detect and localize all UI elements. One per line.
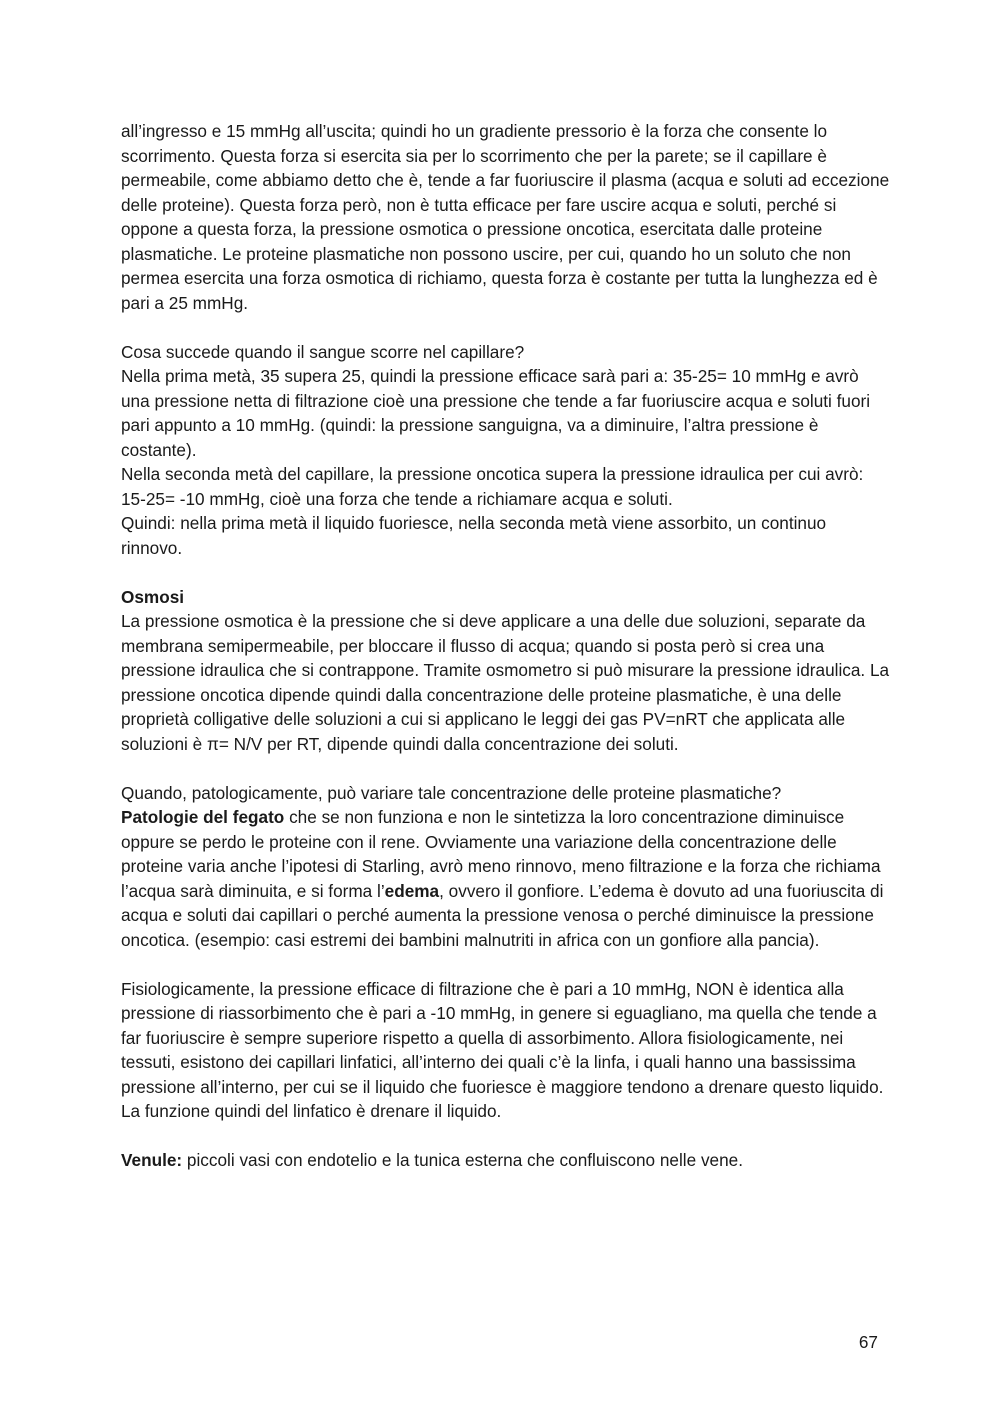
paragraph-conclusion: Quindi: nella prima metà il liquido fuoriesce, nella seconda metà viene assorbito, un continuo rinnovo.: [121, 513, 827, 558]
paragraph-spacer: [121, 1124, 891, 1149]
bold-liver-pathology: Patologie del fegato: [121, 807, 285, 827]
paragraph-first-half: Nella prima metà, 35 supera 25, quindi la pressione efficace sarà pari a: 35-25= 10 mmHg e avrò una pressione netta di filtrazione cioè una pressione che tende a far fuoriuscire acqua e soluti fuori pari appunto a 10 mmHg. (quindi: la pressione sanguigna, va a diminuire, l’altra pressione è costante).: [121, 366, 871, 460]
paragraph-blood-flow-question: Cosa succede quando il sangue scorre nel capillare?: [121, 341, 525, 362]
liver-text-b: , ovvero il gonfiore. L’edema è dovuto ad una fuoriuscita di acqua e soluti dai capillari o perché aumenta la pressione venosa o perché diminuisce la pressione oncotica. (esempio: casi estremi dei bambini malnutriti in africa con un gonfiore alla pancia).: [121, 880, 884, 950]
paragraph-spacer: [121, 560, 891, 585]
liver-text-a: che se non funziona e non le sintetizza la loro concentrazione diminuisce oppure se perdo le proteine con il rene. Ovviamente una variazione della concentrazione delle proteine varia anche l’ipotesi di Starling, avrò meno rinnovo, meno filtrazione e la forza che richiama l’acqua sarà diminuita, e si forma l’: [121, 807, 881, 901]
bold-venule: Venule:: [121, 1150, 183, 1170]
paragraph-osmosi: La pressione osmotica è la pressione che si deve applicare a una delle due soluzioni, separate da membrana semipermeabile, per bloccare il flusso di acqua; quando si posta però si crea una pressione idraulica che si contrappone. Tramite osmometro si può misurare la pressione idraulica. La pressione oncotica dipende quindi dalla concentrazione delle proteine plasmatiche, è una delle proprietà colligative delle soluzioni a cui si applicano le leggi dei gas PV=nRT che applicata alle soluzioni è π= N/V per RT, dipende quindi dalla concentrazione dei soluti.: [121, 611, 890, 754]
paragraph-venule: [121, 1148, 891, 1173]
paragraph-spacer: [121, 756, 891, 781]
document-body: [121, 119, 891, 1173]
page-number: 67: [858, 1332, 878, 1352]
paragraph-pathology-question: Quando, patologicamente, può variare tale concentrazione delle proteine plasmatiche?: [121, 782, 782, 803]
paragraph-spacer: [121, 952, 891, 977]
paragraph-spacer: [121, 315, 891, 340]
paragraph-second-half: Nella seconda metà del capillare, la pressione oncotica supera la pressione idraulica per cui avrò: 15-25= -10 mmHg, cioè una forza che tende a richiamare acqua e soluti.: [121, 464, 864, 509]
paragraph-physiology: Fisiologicamente, la pressione efficace di filtrazione che è pari a 10 mmHg, NON è identica alla pressione di riassorbimento che è pari a -10 mmHg, in genere si eguagliano, ma quella che tende a far fuoriuscire è sempre superiore rispetto a quella di assorbimento. Allora fisiologicamente, nei tessuti, esistono dei capillari linfatici, all’interno dei quali c’è la linfa, i quali hanno una bassissima pressione all’interno, per cui se il liquido che fuoriesce è maggiore tendono a drenare questo liquido. La funzione quindi del linfatico è drenare il liquido.: [121, 978, 884, 1121]
section-heading-osmosi: [121, 585, 891, 610]
paragraph-liver-pathology: [121, 805, 891, 952]
osmosi-heading-text: Osmosi: [121, 586, 185, 607]
bold-edema: edema: [384, 880, 440, 901]
paragraph-capillary-pressure: all’ingresso e 15 mmHg all’uscita; quindi ho un gradiente pressorio è la forza che consente lo scorrimento. Questa forza si esercita sia per lo scorrimento che per la parete; se il capillare è permeabile, come abbiamo detto che è, tende a far fuoriuscire il plasma (acqua e soluti ad eccezione delle proteine). Questa forza però, non è tutta efficace per fare uscire acqua e soluti, perché si oppone a questa forza, la pressione osmotica o pressione oncotica, esercitata dalle proteine plasmatiche. Le proteine plasmatiche non possono uscire, per cui, quando ho un soluto che non permea esercita una forza osmotica di richiamo, questa forza è costante per tutta la lunghezza ed è pari a 25 mmHg.: [121, 121, 890, 313]
venule-text: piccoli vasi con endotelio e la tunica esterna che confluiscono nelle vene.: [182, 1150, 743, 1170]
